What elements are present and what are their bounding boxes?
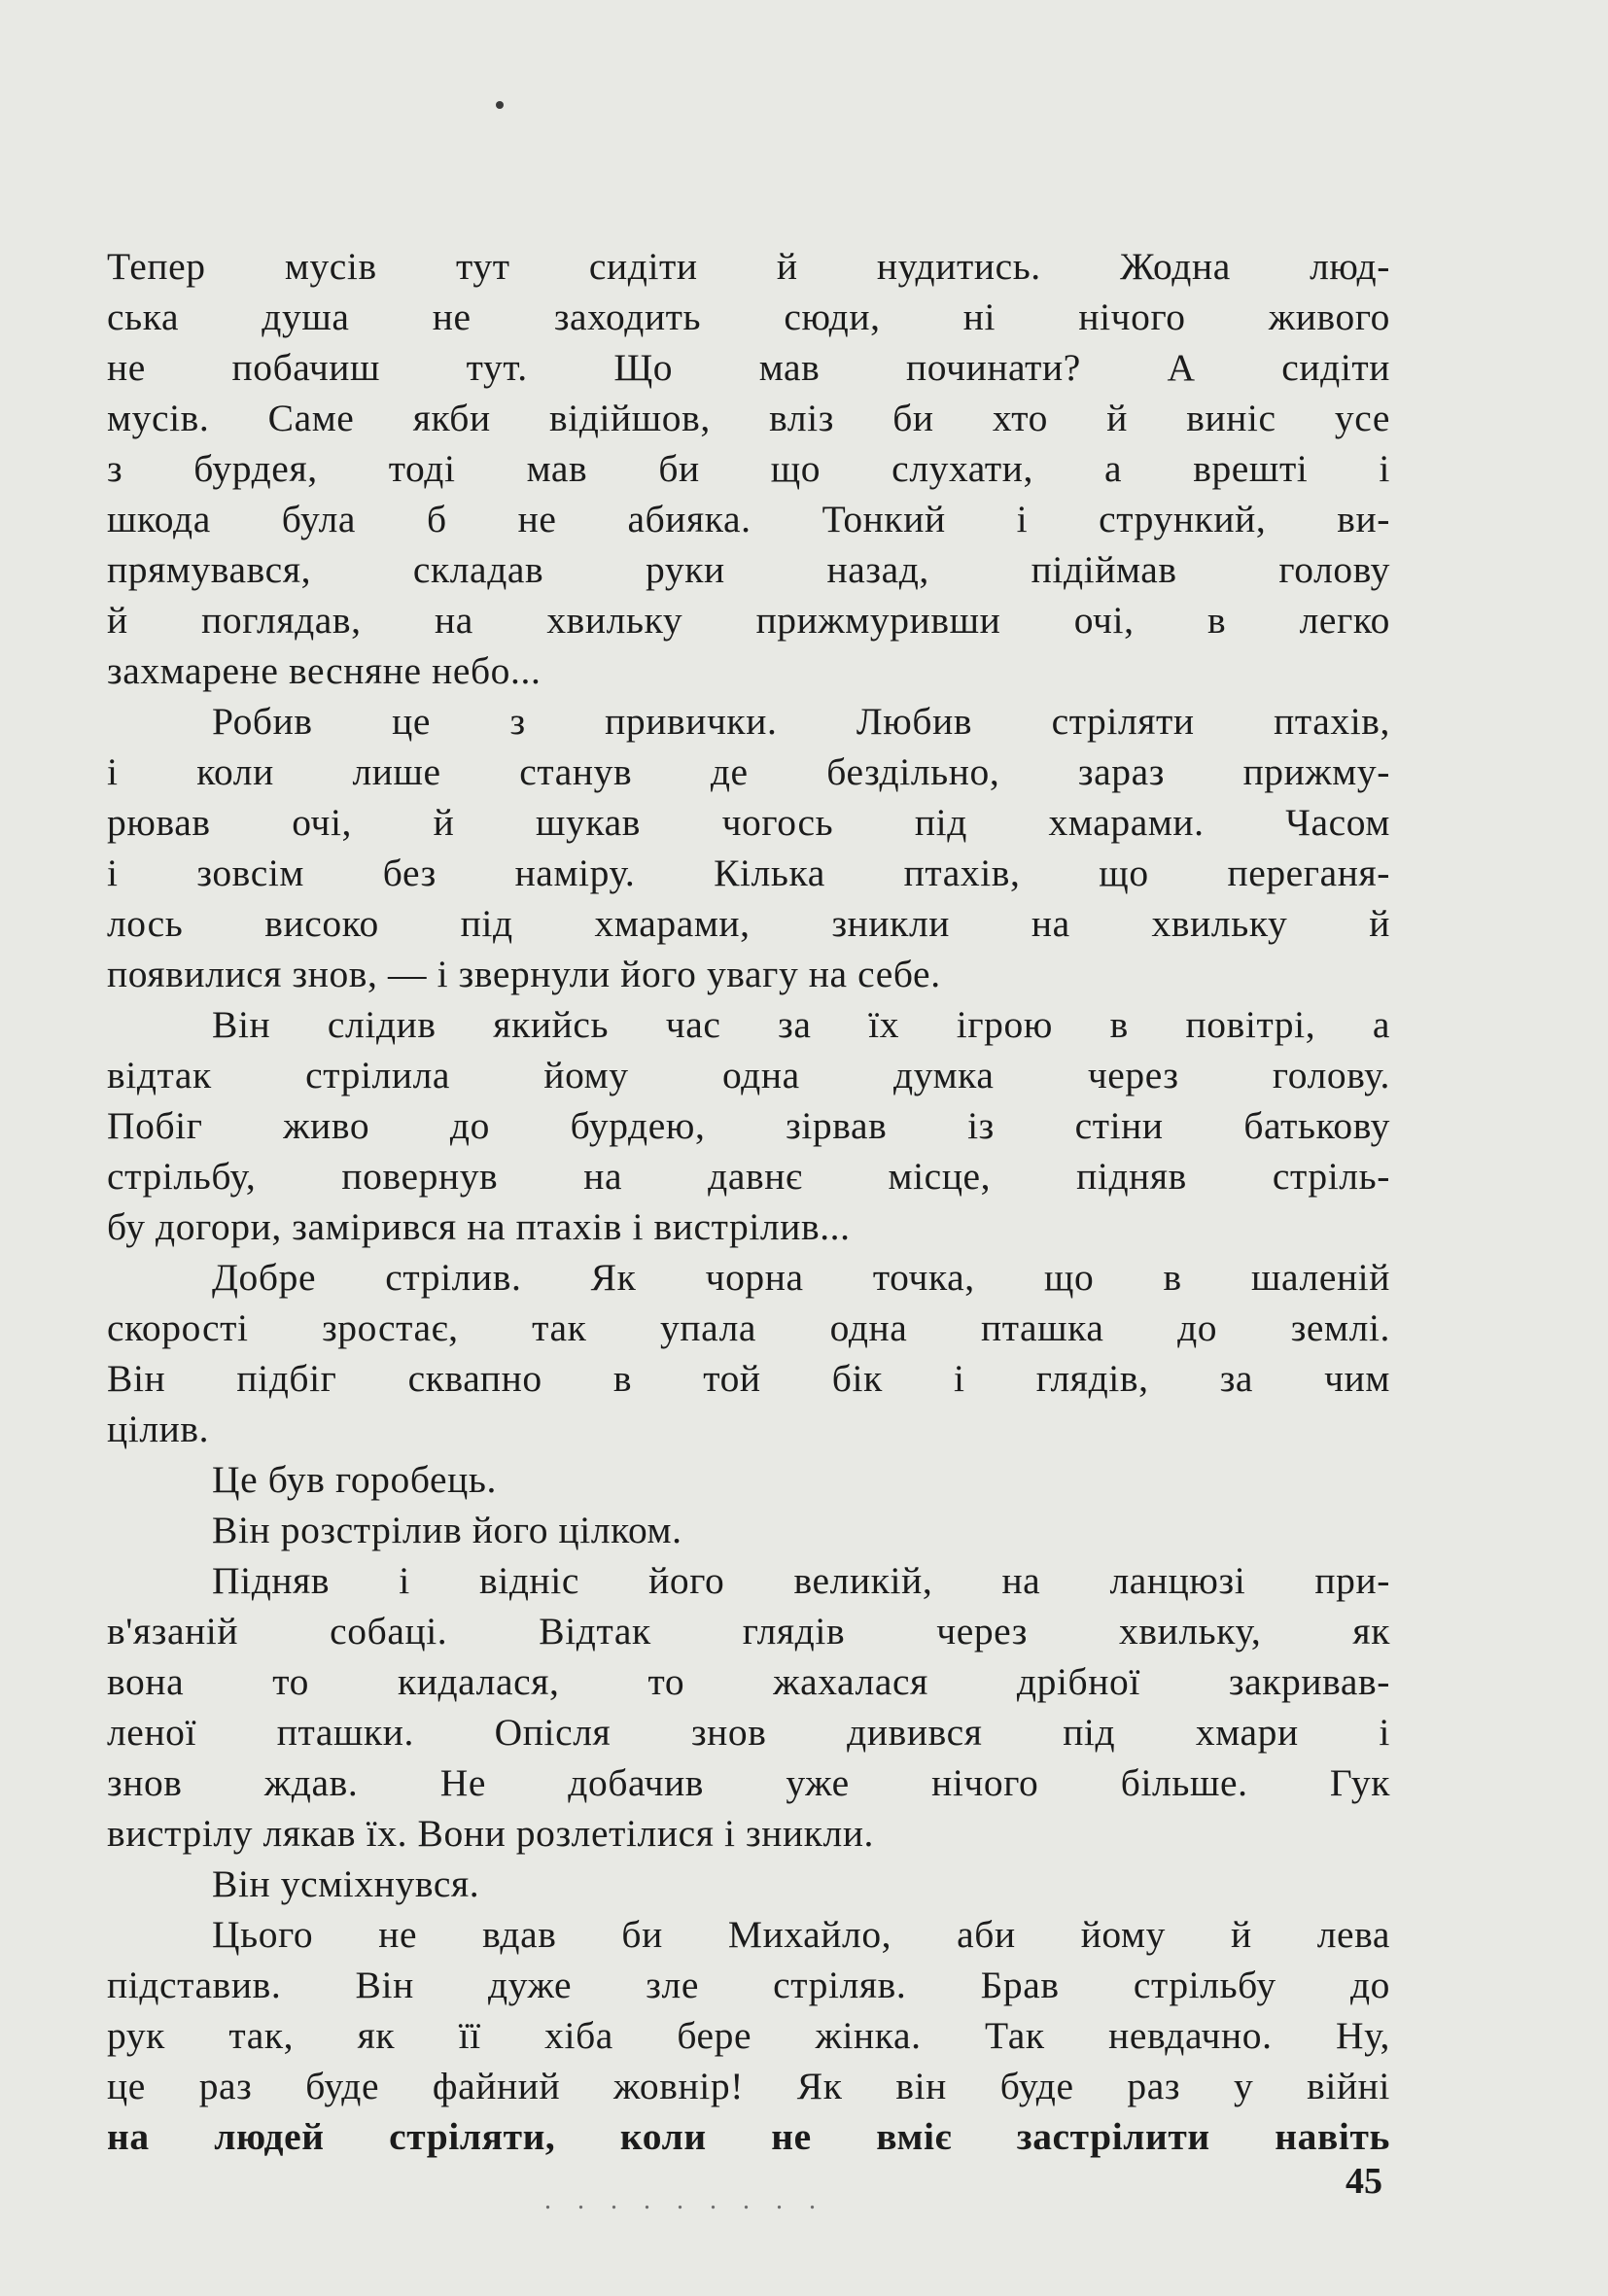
text-line: Підняв і відніс його великій, на ланцюзі при-	[212, 1559, 1390, 1602]
text-line: Він розстрілив його цілком.	[212, 1509, 682, 1551]
page-number: 45	[1346, 2161, 1382, 2202]
text-line: рював очі, й шукав чогось під хмарами. Часом	[107, 801, 1390, 844]
text-line: не побачиш тут. Що мав починати? А сидіти	[107, 346, 1390, 389]
text-line: вистрілу лякав їх. Вони розлетілися і зникли.	[107, 1812, 875, 1855]
text-line: цілив.	[107, 1408, 210, 1450]
text-line: в'язаній собаці. Відтак глядів через хвильку, як	[107, 1610, 1390, 1652]
text-line: Він усміхнувся.	[212, 1862, 480, 1905]
text-line: на людей стріляти, коли не вміє застрілити навіть	[107, 2115, 1390, 2158]
text-line: бу догори, замірився на птахів і вистрілив...	[107, 1205, 851, 1248]
text-line: Він слідив якийсь час за їх ігрою в повітрі, а	[212, 1003, 1390, 1046]
text-line: Робив це з привички. Любив стріляти птахів,	[212, 700, 1390, 743]
text-line: стрільбу, повернув на давнє місце, підняв стріль-	[107, 1155, 1390, 1198]
text-line: Це був горобець.	[212, 1458, 498, 1501]
text-line: вона то кидалася, то жахалася дрібної закривав-	[107, 1660, 1390, 1703]
text-line: рук так, як її хіба бере жінка. Так невдачно. Ну,	[107, 2014, 1390, 2057]
text-line: й поглядав, на хвильку прижмуривши очі, в легко	[107, 599, 1390, 642]
text-line: шкода була б не абияка. Тонкий і стрункий, ви-	[107, 498, 1390, 540]
text-line: лось високо під хмарами, зникли на хвильку й	[107, 902, 1390, 945]
text-line: підставив. Він дуже зле стріляв. Брав стрільбу до	[107, 1964, 1390, 2006]
bottom-dots: . . . . . . . . .	[544, 2185, 825, 2215]
body-text	[107, 241, 1390, 2162]
text-line: захмарене весняне небо...	[107, 649, 542, 692]
text-line: мусів. Саме якби відійшов, вліз би хто й виніс усе	[107, 397, 1390, 439]
ink-dot	[496, 101, 504, 109]
text-line: і коли лише станув де бездільно, зараз прижму-	[107, 750, 1390, 793]
text-line: і зовсім без наміру. Кілька птахів, що переганя-	[107, 852, 1390, 894]
text-line: відтак стрілила йому одна думка через голову.	[107, 1054, 1390, 1096]
text-line: Добре стрілив. Як чорна точка, що в шаленій	[212, 1256, 1390, 1299]
text-line: Він підбіг сквапно в той бік і глядів, за чим	[107, 1357, 1390, 1400]
text-line: скорості зростає, так упала одна пташка до землі.	[107, 1306, 1390, 1349]
text-line: знов ждав. Не добачив уже нічого більше. Гук	[107, 1761, 1390, 1804]
text-line: Побіг живо до бурдею, зірвав із стіни батькову	[107, 1104, 1390, 1147]
text-line: леної пташки. Опісля знов дивився під хмари і	[107, 1711, 1390, 1754]
text-line: появилися знов, — і звернули його увагу на себе.	[107, 953, 941, 995]
text-line: Тепер мусів тут сидіти й нудитись. Жодна люд-	[107, 245, 1390, 288]
text-line: ська душа не заходить сюди, ні нічого живого	[107, 296, 1390, 338]
text-line: з бурдея, тоді мав би що слухати, а врешті і	[107, 447, 1390, 490]
text-line: прямувався, складав руки назад, підіймав голову	[107, 548, 1390, 591]
text-line: Цього не вдав би Михайло, аби йому й лева	[212, 1913, 1390, 1956]
text-line: це раз буде файний жовнір! Як він буде раз у війні	[107, 2065, 1390, 2107]
